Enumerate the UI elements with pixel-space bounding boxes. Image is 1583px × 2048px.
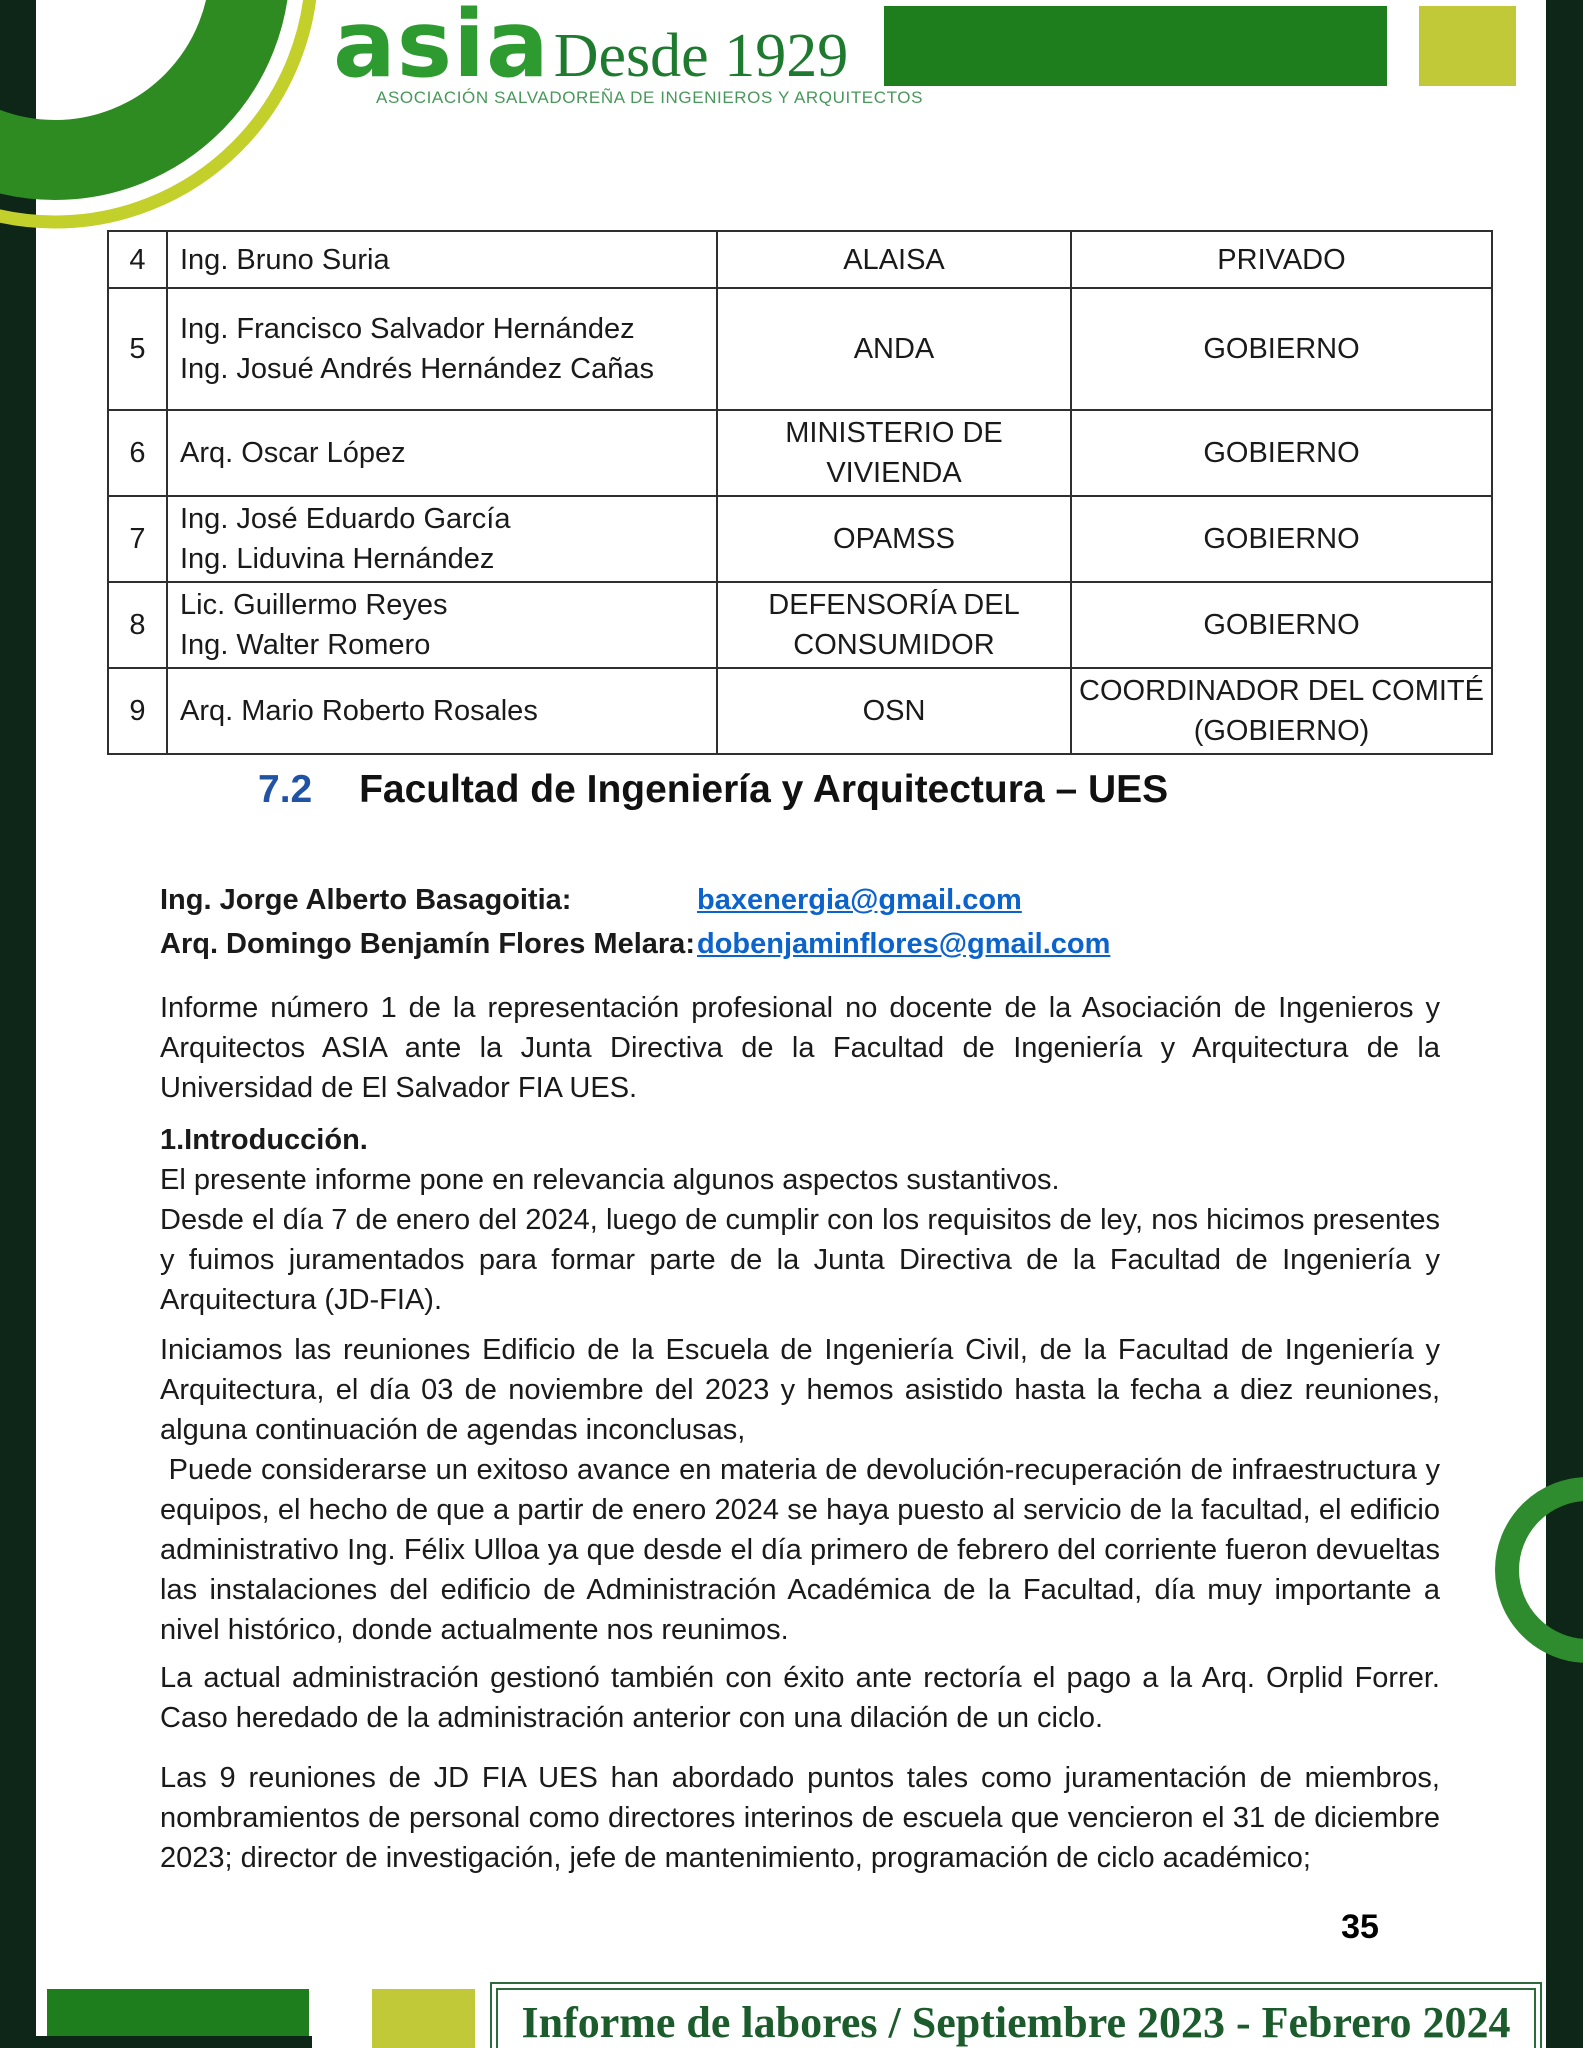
contact-email-link[interactable]: baxenergia@gmail.com <box>697 884 1022 916</box>
sector-cell: GOBIERNO <box>1071 288 1492 410</box>
logo-tagline: Desde 1929 <box>553 22 849 90</box>
logo-subtitle: ASOCIACIÓN SALVADOREÑA DE INGENIEROS Y ARQUITECTOS <box>376 88 924 107</box>
paragraph-iniciamos-reuniones: Iniciamos las reuniones Edificio de la Escuela de Ingeniería Civil, de la Facultad de Ingeniería y Arquitectura, el día 03 de noviembre del 2023 y hemos asistido hasta la fecha a diez reuniones, alguna continuación de agendas inconclusas, <box>160 1334 1440 1446</box>
sector-cell: GOBIERNO <box>1071 410 1492 496</box>
member-name: Ing. Bruno Suria <box>180 243 390 276</box>
member-name: Arq. Oscar López <box>180 437 406 469</box>
contact-row <box>160 922 1110 966</box>
footer-text: Informe de labores / Septiembre 2023 - Febrero 2024 <box>521 1997 1511 2047</box>
member-name: Ing. José Eduardo García <box>180 503 511 535</box>
meetings-block <box>160 1330 1440 1650</box>
member-name: Ing. Walter Romero <box>180 629 431 661</box>
member-names <box>167 288 717 410</box>
row-number: 9 <box>108 668 167 754</box>
row-number: 5 <box>108 288 167 410</box>
header-green-bar <box>884 6 1387 86</box>
member-name: Ing. Francisco Salvador Hernández <box>180 313 635 345</box>
table-row <box>108 668 1492 754</box>
paragraph-informe-numero-1: Informe número 1 de la representación profesional no docente de la Asociación de Ingenieros y Arquitectos ASIA ante la Junta Directiva de la Facultad de Ingeniería y Arquitectura de la Universidad de El Salvador FIA UES. <box>160 992 1440 1104</box>
footer-banner-inner <box>496 1988 1536 2048</box>
paragraph-puede-considerarse: Puede considerarse un exitoso avance en materia de devolución-recuperación de infraestructura y equipos, el hecho de que a partir de enero 2024 se haya puesto al servicio de la facultad, el edificio administrativo Ing. Félix Ulloa ya que desde el día primero de febrero del corriente fueron devueltas las instalaciones del edificio de Administración Académica de la Facultad, día muy importante a nivel histórico, donde actualmente nos reunimos. <box>160 1454 1440 1646</box>
logo-wordmark: asia <box>333 0 550 98</box>
introduction-block <box>160 1120 1440 1320</box>
footer-banner <box>490 1982 1542 2048</box>
table-row <box>108 288 1492 410</box>
contact-email-link[interactable]: dobenjaminflores@gmail.com <box>697 928 1111 960</box>
member-names <box>167 582 717 668</box>
asia-logo <box>333 0 849 98</box>
decorative-ring-right <box>1483 1470 1583 1680</box>
left-edge-bar <box>0 0 36 2048</box>
paragraph-actual-administracion: La actual administración gestionó también con éxito ante rectoría el pago a la Arq. Orplid Forrer. Caso heredado de la administración anterior con una dilación de un ciclo. <box>160 1662 1440 1734</box>
institution-cell: OPAMSS <box>717 496 1071 582</box>
member-name: Ing. Liduvina Hernández <box>180 543 495 575</box>
contact-list <box>160 878 1110 966</box>
section-title: Facultad de Ingeniería y Arquitectura – UES <box>359 768 1169 811</box>
table-row <box>108 582 1492 668</box>
table-row <box>108 496 1492 582</box>
sector-cell: PRIVADO <box>1071 231 1492 288</box>
contact-label: Arq. Domingo Benjamín Flores Melara: <box>160 928 695 960</box>
member-names <box>167 410 717 496</box>
right-edge-bar <box>1546 0 1583 2048</box>
contact-label: Ing. Jorge Alberto Basagoitia: <box>160 884 572 916</box>
paragraph-desde-el-dia: Desde el día 7 de enero del 2024, luego de cumplir con los requisitos de ley, nos hicimos presentes y fuimos juramentados para formar parte de la Junta Directiva de la Facultad de Ingeniería y Arquitectura (JD-FIA). <box>160 1204 1440 1316</box>
institution-cell: DEFENSORÍA DEL CONSUMIDOR <box>717 582 1071 668</box>
committee-table-body <box>108 231 1492 754</box>
committee-table <box>107 230 1493 755</box>
row-number: 4 <box>108 231 167 288</box>
sector-cell: COORDINADOR DEL COMITÉ (GOBIERNO) <box>1071 668 1492 754</box>
footer-yellow-block <box>372 1989 475 2048</box>
member-names <box>167 496 717 582</box>
paragraph-las-9-reuniones: Las 9 reuniones de JD FIA UES han abordado puntos tales como juramentación de miembros, nombramientos de personal como directores interinos de escuela que vencieron el 31 de diciembre 2023; director de investigación, jefe de mantenimiento, programación de ciclo académico; <box>160 1762 1440 1874</box>
institution-cell: MINISTERIO DE VIVIENDA <box>717 410 1071 496</box>
section-heading <box>258 768 1168 812</box>
institution-cell: OSN <box>717 668 1071 754</box>
member-name: Ing. Josué Andrés Hernández Cañas <box>180 353 654 385</box>
sector-cell: GOBIERNO <box>1071 582 1492 668</box>
page-number: 35 <box>1341 1908 1379 1946</box>
introduction-heading: 1.Introducción. <box>160 1124 368 1156</box>
institution-cell: ANDA <box>717 288 1071 410</box>
contact-row <box>160 878 1110 922</box>
section-number: 7.2 <box>258 768 313 811</box>
institution-cell: ALAISA <box>717 231 1071 288</box>
row-number: 8 <box>108 582 167 668</box>
member-name: Arq. Mario Roberto Rosales <box>180 695 538 727</box>
bottom-dark-strip <box>0 2036 312 2048</box>
member-names <box>167 231 717 288</box>
member-name: Lic. Guillermo Reyes <box>180 589 448 621</box>
row-number: 6 <box>108 410 167 496</box>
table-row <box>108 410 1492 496</box>
green-ring-icon <box>0 0 250 160</box>
member-names <box>167 668 717 754</box>
header-yellow-square <box>1419 6 1516 86</box>
table-row <box>108 231 1492 288</box>
sector-cell: GOBIERNO <box>1071 496 1492 582</box>
row-number: 7 <box>108 496 167 582</box>
introduction-line: El presente informe pone en relevancia algunos aspectos sustantivos. <box>160 1164 1060 1196</box>
green-ring-icon <box>1507 1489 1583 1651</box>
